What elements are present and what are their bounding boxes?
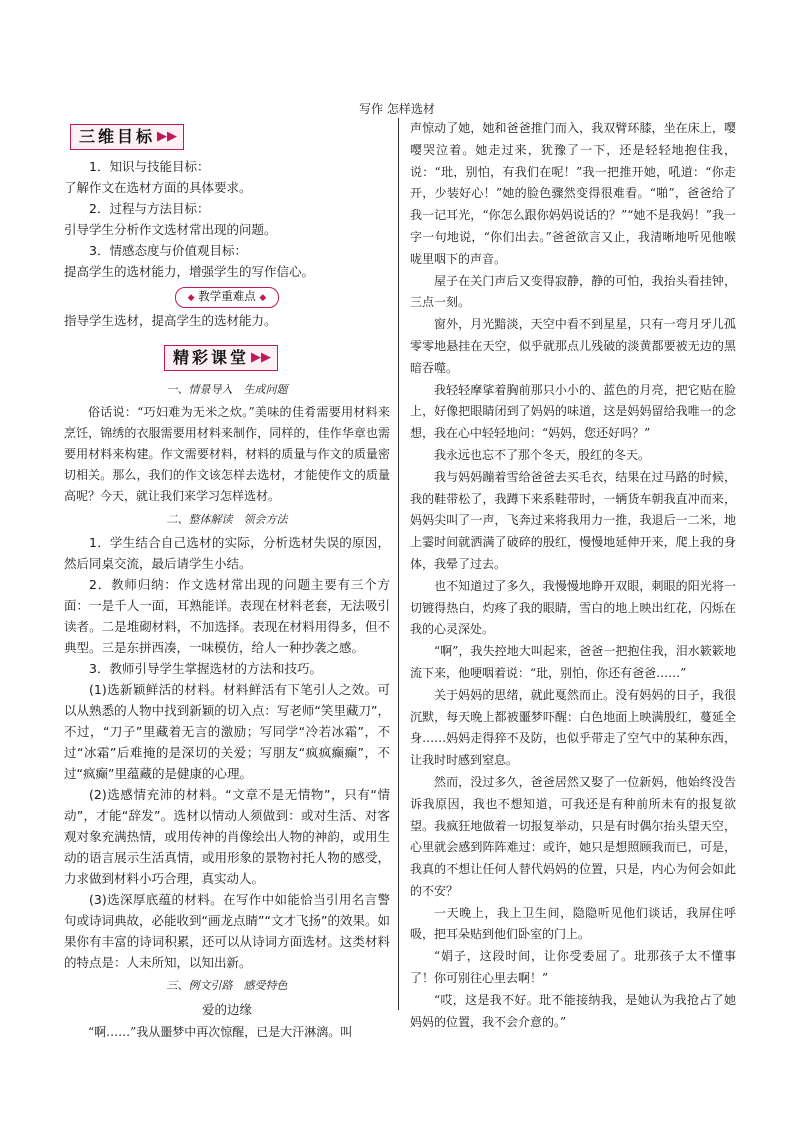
key-point-pill bbox=[175, 287, 280, 308]
essay-paragraph: 声惊动了她，她和爸爸推门而入，我双臂环膝，坐在床上，嘤嘤哭泣着。她走过来，犹豫了一下，还是轻轻地抱住我，说：“玭，别怕，有我们在呢！”我一把推开她，吼道：“你走开，少装好心！”她的脸色骤然变得很难看。“啪”，爸爸给了我一记耳光，“你怎么跟你妈妈说话的？”“她不是我妈！”我一字一句地说，“你们出去。”爸爸欲言又止，我清晰地听见他喉咙里咽下的声音。 bbox=[410, 121, 736, 266]
intro-paragraph: 俗话说：“巧妇难为无米之炊。”美味的佳肴需要用材料来烹饪，锦绣的衣服需要用材料来制作，同样的，佳作华章也需要用材料来构建。作文需要材料，材料的质量与作文的质量密切相关。那么，我们的作文该怎样去选材，才能使作文的质量高呢？今天，就让我们来学习怎样选材。 bbox=[64, 405, 390, 503]
essay-paragraph: 也不知道过了多久，我慢慢地睁开双眼，刺眼的阳光将一切镀得热白，灼疼了我的眼睛，雪白的地上映出红花，闪烁在我的心灵深处。 bbox=[410, 578, 736, 637]
essay-paragraph: 然而，没过多久，爸爸居然又娶了一位新妈，他始终没告诉我原因，我也不想知道，可我还是有种前所未有的报复欲望。我疯狂地做着一切报复举动，只是有时偶尔抬头望天空，心里就会感到阵阵难过：或许，她只是想照顾我而已，可是，我真的不想让任何人替代妈妈的位置，只是，内心为何会如此的不安？ bbox=[410, 774, 736, 898]
diamond-icon: ◆ bbox=[259, 293, 267, 303]
section-heading: 一、情景导入 生成问题 bbox=[166, 383, 288, 396]
objective-line: 3．情感态度与价值观目标： bbox=[89, 243, 247, 258]
method-paragraph: 2．教师归纳：作文选材常出现的问题主要有三个方面：一是千人一面，耳熟能详。表现在材料老套，无法吸引读者。二是堆砌材料，不加选择。表现在材料用得多，但不典型。三是东拼西凑，一味模仿，给人一种抄袭之感。 bbox=[64, 577, 390, 655]
objective-line: 2．过程与方法目标： bbox=[89, 201, 210, 216]
method-paragraph: 3．教师引导学生掌握选材的方法和技巧。 bbox=[89, 661, 322, 676]
column-divider bbox=[398, 118, 399, 1010]
essay-paragraph: 我与妈妈蹦着雪给爸爸去买毛衣，结果在过马路的时候，我的鞋带松了，我蹲下来系鞋带时，一辆货车朝我直冲而来，妈妈尖叫了一声，飞奔过来将我用力一推，我退后一二米，地上霎时间就洒满了破碎的殷红，慢慢地延伸开来，爬上我的身体，我晕了过去。 bbox=[410, 469, 736, 571]
method-paragraph: (1)选新颖鲜活的材料。材料鲜活有下笔引人之效。可以从熟悉的人物中找到新颖的切入点：写老师“笑里藏刀”，不过，“刀子”里藏着无言的激励；写同学“冷若冰霜”，不过“冰霜”后难掩的是深切的关爱；写朋友“疯疯癫癫”，不过“疯癫”里蕴藏的是健康的心理。 bbox=[64, 682, 390, 781]
right-column bbox=[410, 118, 736, 1033]
essay-paragraph: 关于妈妈的思绪，就此戛然而止。没有妈妈的日子，我很沉默，每天晚上都被噩梦吓醒：白色地面上映满殷红，蔓延全身……妈妈走得猝不及防，也似乎带走了空气中的某种东西，让我时时感到窒息。 bbox=[410, 687, 736, 768]
essay-paragraph: 窗外，月光黯淡，天空中看不到星星，只有一弯月牙儿孤零零地悬挂在天空，似乎就那点儿残破的淡黄都要被无边的黑暗吞噬。 bbox=[410, 317, 736, 375]
banner-label: 三维目标 bbox=[79, 127, 156, 146]
method-paragraph: (3)选深厚底蕴的材料。在写作中如能恰当引用名言警句或诗词典故，必能收到“画龙点睛”“文才飞扬”的效果。如果你有丰富的诗词积累，还可以从诗词方面选材。这类材料的特点是：人未所知，以知出新。 bbox=[64, 892, 390, 970]
section-heading: 二、整体解读 领会方法 bbox=[166, 513, 288, 526]
banner-three-objectives bbox=[70, 124, 184, 150]
essay-paragraph: 我轻轻摩挲着胸前那只小小的、蓝色的月亮，把它贴在脸上，好像把眼睛闭到了妈妈的味道，这是妈妈留给我唯一的念想，我在心中轻轻地问：“妈妈，您还好吗？” bbox=[410, 382, 736, 441]
essay-paragraph: “啊”，我失控地大叫起来，爸爸一把抱住我，泪水簌簌地流下来，他哽咽着说：“玭，别怕，你还有爸爸……” bbox=[410, 644, 736, 680]
double-arrow-icon: ▶▶ bbox=[157, 129, 178, 144]
objective-line: 引导学生分析作文选材常出现的问题。 bbox=[64, 222, 277, 237]
section-heading: 三、例文引路 感受特色 bbox=[166, 979, 288, 992]
key-point-text: 指导学生选材，提高学生的选材能力。 bbox=[64, 313, 277, 328]
objective-line: 了解作文在选材方面的具体要求。 bbox=[64, 180, 252, 195]
banner-label: 精彩课堂 bbox=[173, 348, 250, 367]
pill-label: 教学重难点 bbox=[198, 289, 256, 303]
essay-paragraph: 一天晚上，我上卫生间，隐隐听见他们谈话，我屏住呼吸，把耳朵贴到他们卧室的门上。 bbox=[410, 905, 736, 942]
method-paragraph: 1．学生结合自己选材的实际，分析选材失误的原因，然后同桌交流，最后请学生小结。 bbox=[64, 535, 390, 571]
objective-line: 提高学生的选材能力，增强学生的写作信心。 bbox=[64, 264, 315, 279]
essay-paragraph: “哎，这是我不好。玭不能接纳我，是她认为我抢占了她妈妈的位置，我不会介意的。” bbox=[410, 992, 736, 1029]
essay-paragraph: 屋子在关门声后又变得寂静，静的可怕，我抬头看挂钟，三点一刻。 bbox=[410, 273, 736, 310]
double-arrow-icon: ▶▶ bbox=[251, 350, 272, 365]
page-header: 写作 怎样选材 bbox=[359, 102, 435, 116]
banner-wonderful-class bbox=[164, 345, 278, 371]
essay-opening: “啊……”我从噩梦中再次惊醒，已是大汗淋漓。叫 bbox=[88, 1025, 353, 1039]
diamond-icon: ◆ bbox=[187, 293, 195, 303]
essay-paragraph: 我永远也忘不了那个冬天，殷红的冬天。 bbox=[434, 447, 651, 462]
essay-title: 爱的边缘 bbox=[201, 1002, 252, 1017]
method-paragraph: (2)选感情充沛的材料。“文章不是无情物”，只有“情动”，才能“辞发”。选材以情动人须做到：或对生活、对客观对象充满热情，或用传神的肖像绘出人物的神韵，或用生动的语言展示生活真情，或用形象的景物衬托人物的感受，力求做到材料小巧合理，真实动人。 bbox=[64, 787, 390, 886]
left-column bbox=[64, 118, 390, 1043]
objective-line: 1．知识与技能目标： bbox=[89, 159, 210, 174]
key-point-pill-wrap bbox=[64, 285, 390, 308]
essay-paragraph: “娟子，这段时间，让你受委屈了。玭那孩子太不懂事了！你可别往心里去啊！” bbox=[410, 949, 736, 986]
